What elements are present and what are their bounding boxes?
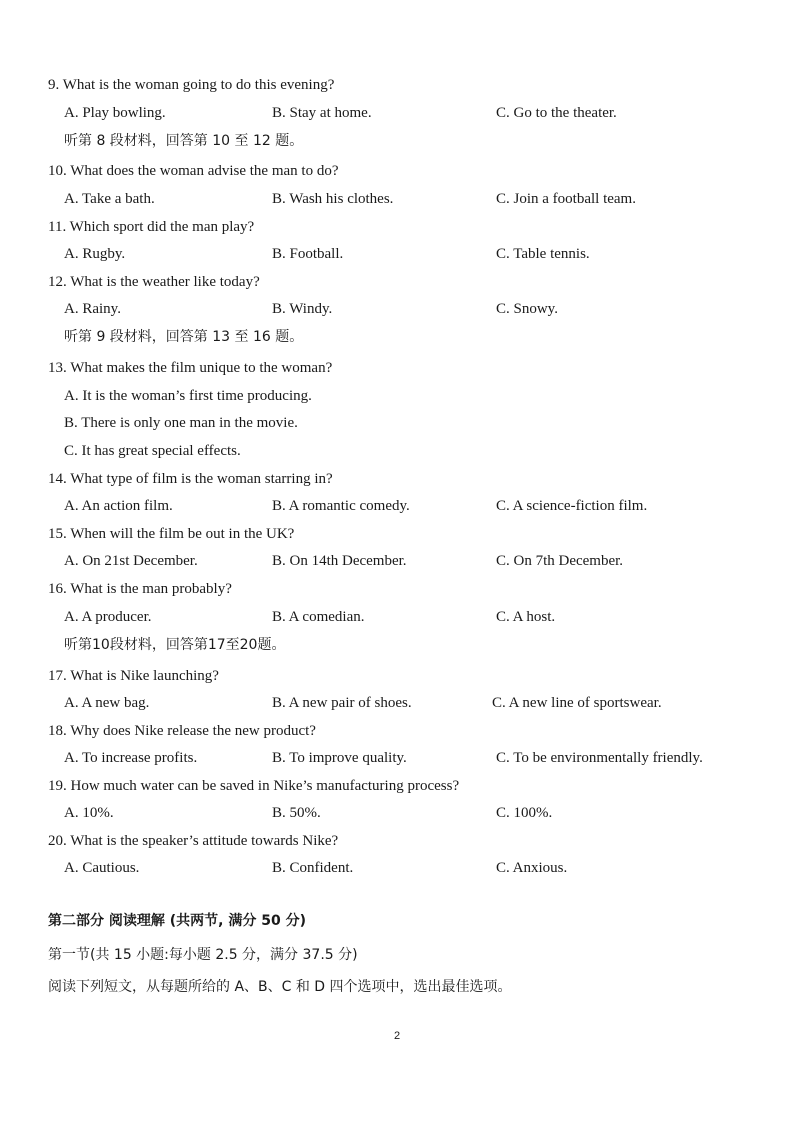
option-10a: A. Take a bath.	[64, 191, 155, 207]
option-10c: C. Join a football team.	[496, 191, 636, 207]
listening-instruction-8: 听第 8 段材料，回答第 10 至 12 题。	[64, 133, 304, 149]
question-20: 20. What is the speaker’s attitude towards Nike?	[48, 833, 339, 849]
option-20a: A. Cautious.	[64, 860, 140, 876]
option-13b: B. There is only one man in the movie.	[64, 415, 298, 431]
option-11a: A. Rugby.	[64, 246, 126, 262]
option-12c: C. Snowy.	[496, 301, 558, 317]
option-18c: C. To be environmentally friendly.	[496, 750, 703, 766]
option-20b: B. Confident.	[272, 860, 354, 876]
question-15: 15. When will the film be out in the UK?	[48, 526, 295, 542]
option-10b: B. Wash his clothes.	[272, 191, 394, 207]
option-9c: C. Go to the theater.	[496, 105, 617, 121]
listening-instruction-10: 听第10段材料，回答第17至20题。	[64, 637, 286, 653]
question-11: 11. Which sport did the man play?	[48, 219, 255, 235]
option-14c: C. A science-fiction film.	[496, 498, 648, 514]
section-instruction: 阅读下列短文，从每题所给的 A、B、C 和 D 四个选项中，选出最佳选项。	[48, 979, 512, 995]
option-18a: A. To increase profits.	[64, 750, 198, 766]
option-15c: C. On 7th December.	[496, 553, 624, 569]
option-19b: B. 50%.	[272, 805, 321, 821]
question-10: 10. What does the woman advise the man to do?	[48, 163, 339, 179]
page-number: 2	[393, 1030, 401, 1042]
option-11b: B. Football.	[272, 246, 344, 262]
question-9: 9. What is the woman going to do this evening?	[48, 77, 335, 93]
question-18: 18. Why does Nike release the new product?	[48, 723, 316, 739]
question-17: 17. What is Nike launching?	[48, 668, 219, 684]
option-11c: C. Table tennis.	[496, 246, 590, 262]
option-19a: A. 10%.	[64, 805, 114, 821]
question-12: 12. What is the weather like today?	[48, 274, 260, 290]
option-20c: C. Anxious.	[496, 860, 568, 876]
option-16b: B. A comedian.	[272, 609, 365, 625]
option-17a: A. A new bag.	[64, 695, 150, 711]
question-13: 13. What makes the film unique to the woman?	[48, 360, 333, 376]
option-17b: B. A new pair of shoes.	[272, 695, 412, 711]
option-12a: A. Rainy.	[64, 301, 121, 317]
section-subtitle: 第一节(共 15 小题:每小题 2.5 分，满分 37.5 分)	[48, 947, 358, 963]
option-13c: C. It has great special effects.	[64, 443, 241, 459]
option-19c: C. 100%.	[496, 805, 553, 821]
question-16: 16. What is the man probably?	[48, 581, 232, 597]
option-17c: C. A new line of sportswear.	[492, 695, 662, 711]
option-14b: B. A romantic comedy.	[272, 498, 410, 514]
question-19: 19. How much water can be saved in Nike’s manufacturing process?	[48, 778, 460, 794]
option-18b: B. To improve quality.	[272, 750, 407, 766]
option-16a: A. A producer.	[64, 609, 152, 625]
option-15b: B. On 14th December.	[272, 553, 407, 569]
option-9b: B. Stay at home.	[272, 105, 372, 121]
option-14a: A. An action film.	[64, 498, 173, 514]
option-16c: C. A host.	[496, 609, 556, 625]
listening-instruction-9: 听第 9 段材料，回答第 13 至 16 题。	[64, 329, 304, 345]
option-15a: A. On 21st December.	[64, 553, 198, 569]
section-title: 第二部分 阅读理解 (共两节, 满分 50 分)	[48, 913, 306, 929]
option-9a: A. Play bowling.	[64, 105, 166, 121]
question-14: 14. What type of film is the woman starring in?	[48, 471, 333, 487]
option-13a: A. It is the woman’s first time producing.	[64, 388, 312, 404]
option-12b: B. Windy.	[272, 301, 333, 317]
